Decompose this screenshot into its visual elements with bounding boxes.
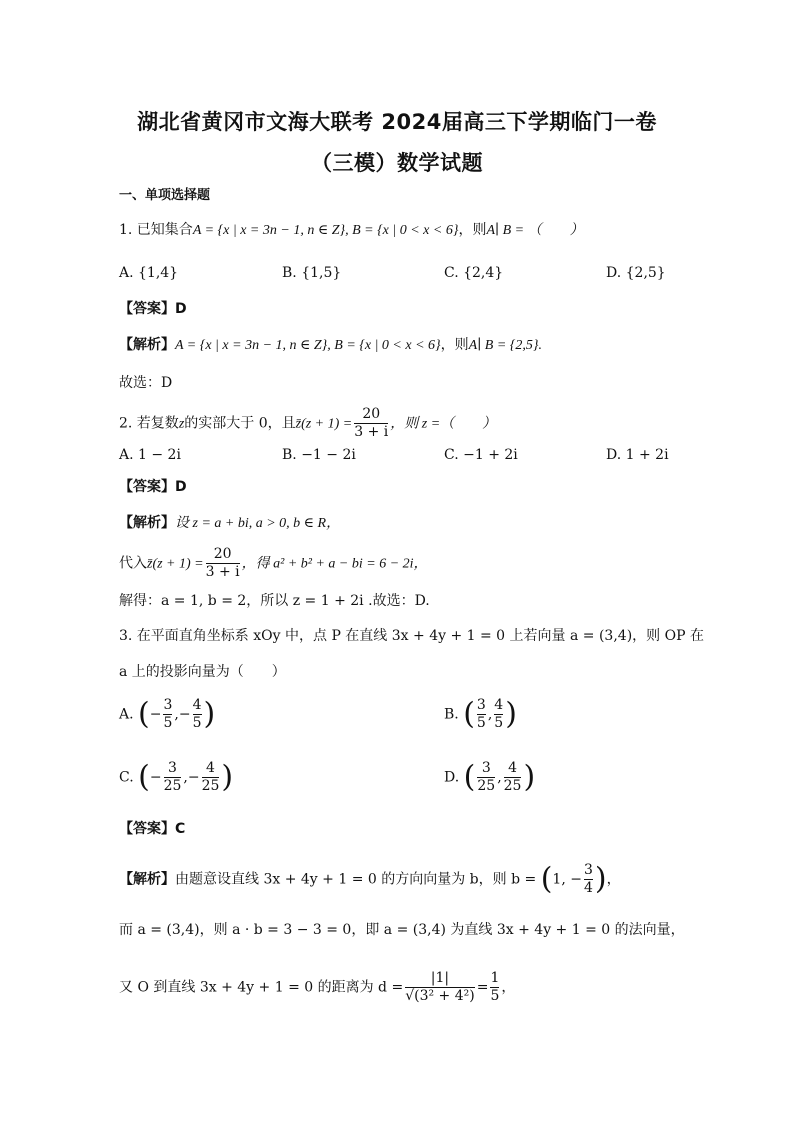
paren-close: ) — [203, 696, 216, 732]
q3-b-frac1 — [477, 697, 486, 732]
q3-analysis-line3 — [119, 970, 515, 1005]
paren-open: ( — [463, 759, 476, 795]
q1-analysis-math: A = {x | x = 3n − 1, n ∈ Z}, B = {x | 0 < x < 6} — [175, 338, 441, 353]
paren-close: ) — [594, 861, 607, 897]
q3-option-b-label: B. — [444, 706, 459, 723]
q3-b-n1: 3 — [476, 697, 486, 713]
q2-z: z — [178, 416, 185, 432]
q3-analysis-line3-text: 又 O 到直线 3x + 4y + 1 = 0 的距离为 d = — [119, 979, 404, 996]
q3-c-frac1 — [164, 760, 182, 795]
q1-analysis-tail: A∣ B = {2,5}. — [468, 338, 542, 353]
q3-option-a-label: A. — [119, 706, 134, 723]
q3-d-frac2 — [504, 760, 522, 795]
q3-analysis-line1-text: 由题意设直线 3x + 4y + 1 = 0 的方向向量为 b，则 b = — [175, 871, 537, 888]
q3-option-d-label: D. — [444, 769, 460, 786]
paren-open: ( — [463, 696, 475, 732]
paren-close: ) — [523, 759, 536, 795]
q3-option-b: B. ( $\frac{3}{5}$ , $\frac{4}{5}$ ) — [444, 696, 517, 732]
q1-stem-tail: A∣ B = （ ） — [486, 223, 584, 238]
q3-c-frac2 — [202, 760, 220, 795]
q2-analysis-frac-num: 20 — [213, 546, 232, 562]
q2-analysis-line2-tail: ，得 a² + b² + a − bi = 6 − 2i， — [241, 556, 428, 572]
q2-stem-tail: ，则 z =（ ） — [390, 416, 497, 432]
q3-b-frac2 — [494, 697, 503, 732]
q2-analysis-fraction — [206, 546, 240, 581]
paren-open: ( — [540, 861, 553, 897]
question-3-stem-line2: a 上的投影向量为（ ） — [119, 664, 286, 680]
q3-c-n2: 4 — [206, 760, 215, 776]
q3-d-n2: 4 — [508, 760, 518, 776]
q2-analysis-line2-eq: z̄(z + 1) = — [147, 556, 204, 572]
q3-d-d2: 25 — [503, 778, 522, 794]
q2-stem-eq: z̄(z + 1) = — [295, 416, 353, 432]
q2-option-c: C. −1 + 2i — [444, 447, 518, 463]
q1-option-b: B. {1,5} — [282, 265, 342, 281]
q3-distance-frac2 — [490, 970, 499, 1005]
q3-analysis-line2: 而 a = (3,4)，则 a · b = 3 − 3 = 0，即 a = (3,4) 为直线 3x + 4y + 1 = 0 的法向量， — [119, 922, 685, 938]
q3-b-d1: 5 — [476, 715, 486, 731]
q2-stem-prefix: 2. 若复数 — [119, 415, 179, 432]
q3-a-d1: 5 — [163, 715, 173, 731]
q2-answer: 【答案】D — [119, 479, 187, 495]
question-1-stem — [119, 220, 584, 241]
q2-option-a: A. 1 − 2i — [119, 447, 181, 463]
paren-close: ) — [221, 759, 234, 795]
q3-option-c: C. (− $\frac{3}{25}$ ,− $\frac{4}{25}$ ) — [119, 759, 234, 795]
q3-d-n1: 3 — [481, 760, 491, 776]
q2-analysis-label: 【解析】 — [119, 515, 175, 531]
q3-option-a: A. (− $\frac{3}{5}$ ,− $\frac{4}{5}$ ) — [119, 696, 216, 732]
q1-option-d: D. {2,5} — [606, 265, 666, 281]
q1-conclusion: 故选：D — [119, 375, 173, 391]
q3-analysis-num: 3 — [583, 862, 593, 878]
q3-c-d1: 25 — [163, 778, 182, 794]
q3-c-n1: 3 — [168, 760, 177, 776]
q3-distance-num: |1| — [430, 970, 450, 986]
q2-frac-den: 3 + i — [354, 424, 389, 440]
q1-option-c: C. {2,4} — [444, 265, 504, 281]
section-heading: 一、单项选择题 — [119, 188, 211, 203]
q2-fraction — [354, 406, 388, 441]
q2-analysis-line2 — [119, 546, 428, 581]
q2-analysis-line1 — [119, 513, 340, 534]
paren-open: ( — [138, 696, 150, 732]
q2-analysis-line1-text: 设 z = a + bi, a > 0, b ∈ R， — [175, 516, 341, 531]
q2-option-d: D. 1 + 2i — [606, 447, 669, 463]
q3-a-n2: 4 — [192, 697, 202, 713]
q3-analysis-frac — [584, 862, 593, 897]
q3-c-d2: 25 — [201, 778, 220, 794]
q3-a-n1: 3 — [163, 697, 173, 713]
paren-close: ) — [505, 696, 517, 732]
q1-answer: 【答案】D — [119, 301, 187, 317]
q3-distance-frac — [405, 970, 475, 1005]
question-2-stem — [119, 406, 496, 441]
paper-title-line2: （三模）数学试题 — [311, 151, 483, 175]
q2-analysis-frac-den: 3 + i — [205, 564, 240, 580]
q1-analysis — [119, 335, 542, 356]
q3-option-d: D. ( $\frac{3}{25}$ , $\frac{4}{25}$ ) — [444, 759, 536, 795]
q1-option-a: A. {1,4} — [119, 265, 179, 281]
q3-analysis-vec: 1, − — [552, 871, 582, 888]
q2-analysis-line2-prefix: 代入 — [119, 555, 147, 572]
q3-answer: 【答案】C — [119, 821, 186, 837]
q1-stem-math: A = {x | x = 3n − 1, n ∈ Z}, B = {x | 0 < x < 6} — [192, 223, 459, 238]
q1-analysis-label: 【解析】 — [119, 337, 175, 353]
q3-a-frac2 — [193, 697, 202, 732]
q3-option-c-label: C. — [119, 769, 134, 786]
q1-stem-prefix: 1. 已知集合 — [119, 222, 193, 238]
q3-d-d1: 25 — [477, 778, 496, 794]
paper-title-line1: 湖北省黄冈市文海大联考 2024届高三下学期临门一卷 — [137, 110, 657, 134]
q1-stem-suffix: ，则 — [458, 222, 487, 238]
q3-a-d2: 5 — [192, 715, 202, 731]
q2-stem-mid: 的实部大于 0，且 — [184, 415, 296, 432]
q3-analysis-den: 4 — [583, 880, 593, 896]
q2-option-b: B. −1 − 2i — [282, 447, 356, 463]
question-3-stem-line1: 3. 在平面直角坐标系 xOy 中，点 P 在直线 3x + 4y + 1 = 0 上若向量 a = (3,4)，则 OP 在 — [119, 628, 704, 644]
q3-analysis-line1: 【解析】由题意设直线 3x + 4y + 1 = 0 的方向向量为 b，则 b = (1, − $\frac{3}{4}$ )， — [119, 861, 621, 897]
q1-analysis-mid: ，则 — [440, 337, 469, 353]
q3-distance-num2: 1 — [490, 970, 500, 986]
q2-analysis-line3: 解得：a = 1, b = 2，所以 z = 1 + 2i .故选：D. — [119, 593, 430, 609]
q3-d-frac1 — [477, 760, 495, 795]
paren-open: ( — [138, 759, 150, 795]
q3-a-frac1 — [163, 697, 172, 732]
q3-distance-den2: 5 — [490, 988, 500, 1004]
q3-b-d2: 5 — [494, 715, 504, 731]
q3-b-n2: 4 — [494, 697, 504, 713]
q3-distance-eq: = — [476, 979, 489, 996]
q2-frac-num: 20 — [362, 406, 381, 422]
q3-analysis-label: 【解析】 — [119, 871, 175, 888]
q3-distance-tail: ， — [501, 979, 516, 996]
q3-distance-den: √(3² + 4²) — [405, 988, 475, 1004]
